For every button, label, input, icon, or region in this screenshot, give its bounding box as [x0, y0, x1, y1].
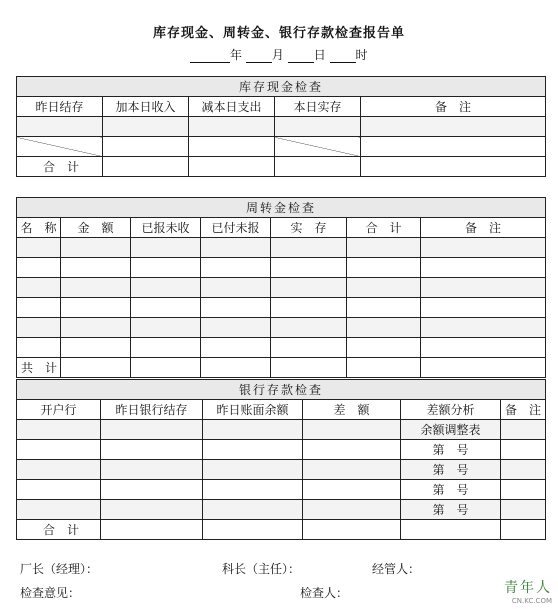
revolving-cell[interactable]: [421, 298, 546, 318]
revolving-total-label: 共 计: [17, 358, 61, 378]
cash-header: 减本日支出: [189, 97, 275, 117]
revolving-cell[interactable]: [61, 358, 131, 378]
opinion-label: 检查意见：: [20, 586, 81, 600]
bank-cell[interactable]: [101, 460, 203, 480]
revolving-header: 备 注: [421, 218, 546, 238]
revolving-cell[interactable]: [271, 278, 347, 298]
revolving-cell[interactable]: [201, 238, 271, 258]
cash-cell[interactable]: [361, 117, 546, 137]
revolving-cell[interactable]: [17, 258, 61, 278]
revolving-cell[interactable]: [17, 278, 61, 298]
bank-cell[interactable]: [17, 420, 101, 440]
bank-cell[interactable]: [203, 480, 303, 500]
day-label: 日: [313, 48, 326, 62]
bank-adjust-item: 第 号: [401, 460, 501, 480]
revolving-check-table: [16, 197, 546, 378]
bank-cell[interactable]: [17, 440, 101, 460]
revolving-cell[interactable]: [271, 338, 347, 358]
cash-header: 备 注: [361, 97, 546, 117]
revolving-header: 名 称: [17, 218, 61, 238]
revolving-section-title: 周转金检查: [17, 198, 546, 218]
watermark-logo: [504, 577, 552, 605]
revolving-cell[interactable]: [421, 358, 546, 378]
revolving-cell[interactable]: [271, 298, 347, 318]
bank-cell[interactable]: [101, 420, 203, 440]
cash-total-label: 合 计: [17, 157, 103, 177]
bank-cell[interactable]: [501, 460, 546, 480]
bank-adjust-item: 第 号: [401, 480, 501, 500]
bank-cell[interactable]: [101, 520, 203, 540]
bank-cell[interactable]: [501, 520, 546, 540]
hour-label: 时: [355, 48, 368, 62]
revolving-cell[interactable]: [347, 298, 421, 318]
year-blank: [190, 49, 230, 63]
revolving-cell[interactable]: [61, 338, 131, 358]
revolving-header: 合 计: [347, 218, 421, 238]
cash-header: 本日实存: [275, 97, 361, 117]
cash-cell[interactable]: [103, 117, 189, 137]
revolving-cell[interactable]: [421, 278, 546, 298]
bank-cell[interactable]: [501, 440, 546, 460]
date-line: [190, 46, 368, 63]
revolving-cell[interactable]: [421, 338, 546, 358]
revolving-cell[interactable]: [131, 318, 201, 338]
bank-cell[interactable]: [203, 440, 303, 460]
bank-cell[interactable]: [303, 420, 401, 440]
revolving-cell[interactable]: [347, 238, 421, 258]
bank-cell[interactable]: [101, 440, 203, 460]
revolving-cell[interactable]: [17, 318, 61, 338]
revolving-cell[interactable]: [421, 238, 546, 258]
revolving-cell[interactable]: [61, 238, 131, 258]
bank-cell[interactable]: [203, 460, 303, 480]
handler-label: 经管人：: [372, 562, 421, 576]
bank-cell[interactable]: [203, 420, 303, 440]
bank-section-title: 银行存款检查: [17, 380, 546, 400]
revolving-header: 实 存: [271, 218, 347, 238]
revolving-cell[interactable]: [201, 358, 271, 378]
revolving-cell[interactable]: [201, 258, 271, 278]
bank-cell[interactable]: [17, 460, 101, 480]
bank-total-label: 合 计: [17, 520, 101, 540]
revolving-cell[interactable]: [201, 318, 271, 338]
cash-header: 昨日结存: [17, 97, 103, 117]
bank-cell[interactable]: [303, 440, 401, 460]
revolving-cell[interactable]: [131, 278, 201, 298]
cash-cell[interactable]: [189, 117, 275, 137]
bank-cell[interactable]: [17, 480, 101, 500]
cash-cell[interactable]: [17, 117, 103, 137]
day-blank: [288, 49, 314, 63]
revolving-cell[interactable]: [61, 258, 131, 278]
revolving-header: 已报未收: [131, 218, 201, 238]
page-title: 库存现金、周转金、银行存款检查报告单: [152, 26, 405, 41]
bank-cell[interactable]: [203, 500, 303, 520]
bank-cell[interactable]: [17, 500, 101, 520]
revolving-cell[interactable]: [131, 338, 201, 358]
cash-cell[interactable]: [189, 157, 275, 177]
revolving-cell[interactable]: [131, 298, 201, 318]
revolving-cell[interactable]: [271, 358, 347, 378]
bank-cell[interactable]: [101, 500, 203, 520]
revolving-cell[interactable]: [421, 318, 546, 338]
revolving-cell[interactable]: [61, 278, 131, 298]
revolving-cell[interactable]: [131, 358, 201, 378]
cash-cell[interactable]: [275, 117, 361, 137]
revolving-cell[interactable]: [421, 258, 546, 278]
watermark-text: 青年人: [504, 580, 552, 596]
cash-header: 加本日收入: [103, 97, 189, 117]
cash-cell[interactable]: [361, 137, 546, 157]
hour-blank: [330, 49, 356, 63]
bank-header: 差额分析: [401, 400, 501, 420]
revolving-cell[interactable]: [17, 338, 61, 358]
bank-cell[interactable]: [203, 520, 303, 540]
revolving-cell[interactable]: [61, 298, 131, 318]
bank-adjust-item: 第 号: [401, 440, 501, 460]
bank-cell[interactable]: [303, 500, 401, 520]
bank-header: 备 注: [501, 400, 546, 420]
bank-cell[interactable]: [501, 500, 546, 520]
revolving-cell[interactable]: [347, 278, 421, 298]
cash-cell[interactable]: [103, 157, 189, 177]
bank-cell[interactable]: [401, 520, 501, 540]
revolving-header: 已付未报: [201, 218, 271, 238]
revolving-cell[interactable]: [61, 318, 131, 338]
bank-adjust-title: 余额调整表: [401, 420, 501, 440]
revolving-cell[interactable]: [201, 278, 271, 298]
revolving-cell[interactable]: [271, 318, 347, 338]
bank-cell[interactable]: [501, 480, 546, 500]
bank-header: 昨日账面余额: [203, 400, 303, 420]
bank-cell[interactable]: [101, 480, 203, 500]
bank-adjust-item: 第 号: [401, 500, 501, 520]
revolving-cell[interactable]: [271, 258, 347, 278]
revolving-cell[interactable]: [17, 298, 61, 318]
bank-header: 开户行: [17, 400, 101, 420]
cash-cell[interactable]: [189, 137, 275, 157]
revolving-cell[interactable]: [201, 298, 271, 318]
section-head-label: 科长（主任）：: [222, 562, 301, 576]
revolving-cell[interactable]: [347, 338, 421, 358]
cash-cell[interactable]: [275, 157, 361, 177]
revolving-cell[interactable]: [347, 358, 421, 378]
revolving-header: 金 额: [61, 218, 131, 238]
cash-diagonal-cell: [17, 137, 103, 157]
cash-diagonal-cell: [275, 137, 361, 157]
cash-cell[interactable]: [103, 137, 189, 157]
factory-head-label: 厂长（经理）：: [20, 562, 99, 576]
revolving-cell[interactable]: [131, 258, 201, 278]
bank-header: 差 额: [303, 400, 401, 420]
cash-cell[interactable]: [361, 157, 546, 177]
month-label: 月: [271, 48, 284, 62]
year-label: 年: [230, 48, 243, 62]
cash-section-title: 库存现金检查: [17, 77, 546, 97]
revolving-cell[interactable]: [17, 238, 61, 258]
revolving-cell[interactable]: [347, 318, 421, 338]
inspector-label: 检查人：: [300, 586, 349, 600]
bank-cell[interactable]: [303, 480, 401, 500]
revolving-cell[interactable]: [131, 238, 201, 258]
cash-check-table: [16, 76, 546, 177]
revolving-cell[interactable]: [271, 238, 347, 258]
revolving-cell[interactable]: [201, 338, 271, 358]
bank-cell[interactable]: [303, 520, 401, 540]
month-blank: [246, 49, 272, 63]
bank-cell[interactable]: [303, 460, 401, 480]
bank-cell[interactable]: [501, 420, 546, 440]
bank-check-table: [16, 379, 546, 540]
revolving-cell[interactable]: [347, 258, 421, 278]
bank-header: 昨日银行结存: [101, 400, 203, 420]
watermark-url: CN.KC.COM: [511, 597, 552, 605]
